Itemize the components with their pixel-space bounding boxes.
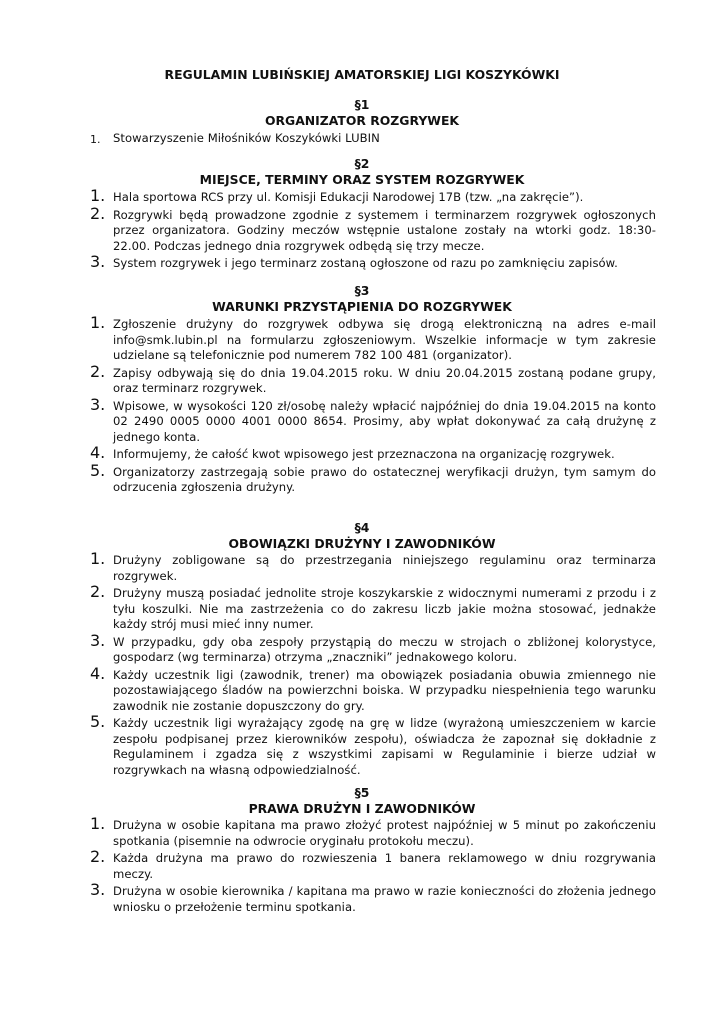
section-4-list (90, 549, 656, 780)
section-4-header (0, 520, 724, 552)
section-number: §5 (354, 785, 370, 800)
section-5-list (90, 814, 656, 917)
list-item: 4. Każdy uczestnik ligi (zawodnik, trener) ma obowiązek posiadania obuwia zmiennego nie pozostawiającego śladów na powierzchni boiska. W przypadku niespełnienia tego warunku zawodnik nie zostanie dopuszczony do gry. (90, 663, 656, 713)
list-item: 5. Każdy uczestnik ligi wyrażający zgodę na grę w lidze (wyrażoną umieszczeniem w karcie zespołu podpisanej przez kierowników zespołu), oświadcza że zapoznał się dokładnie z Regulaminem i zgadza się z wszystkimi zapisami w Regulaminie i bierze udział w rozgrywkach na własną odpowiedzialność. (90, 712, 656, 777)
list-item: 3. Drużyna w osobie kierownika / kapitana ma prawo w razie konieczności do złożenia jednego wniosku o przełożenie terminu spotkania. (90, 880, 656, 914)
list-item: 2. Zapisy odbywają się do dnia 19.04.2015 roku. W dniu 20.04.2015 zostaną podane grupy, oraz terminarz rozgrywek. (90, 361, 656, 395)
section-2-list (90, 186, 656, 274)
list-item: 3. W przypadku, gdy oba zespoły przystąpią do meczu w strojach o zbliżonej kolorystyce, gospodarz (wg terminarza) otrzyma „znaczniki” jednakowego koloru. (90, 630, 656, 664)
section-number: §4 (354, 520, 370, 535)
section-3-header (0, 283, 724, 315)
list-item: 1. Stowarzyszenie Miłośników Koszykówki LUBIN (90, 131, 380, 146)
section-2-header (0, 156, 724, 188)
list-item: 2. Każda drużyna ma prawo do rozwieszenia 1 banera reklamowego w dniu rozgrywania meczy. (90, 847, 656, 881)
section-3-list (90, 313, 656, 498)
section-number: §3 (354, 283, 370, 298)
list-item: 2. Rozgrywki będą prowadzone zgodnie z systemem i terminarzem rozgrywek ogłoszonych przez organizatora. Godziny meczów wstępnie ustalone zostały na wtorki godz. 18:30-22.00. Podczas jednego dnia rozgrywek odbędą się trzy mecze. (90, 203, 656, 253)
list-item: 1. Zgłoszenie drużyny do rozgrywek odbywa się drogą elektroniczną na adres e-mail info@smk.lubin.pl na formularzu zgłoszeniowym. Wszelkie informacje w tym zakresie udzielane są telefonicznie pod numerem 782 100 481 (organizator). (90, 313, 656, 362)
list-item: 3. System rozgrywek i jego terminarz zostaną ogłoszone od razu po zamknięciu zapisów. (90, 252, 618, 271)
section-heading: PRAWA DRUŻYN I ZAWODNIKÓW (248, 801, 476, 816)
section-1-header (0, 97, 724, 129)
document-title: REGULAMIN LUBIŃSKIEJ AMATORSKIEJ LIGI KOSZYKÓWKI (164, 67, 560, 82)
list-item: 5. Organizatorzy zastrzegają sobie prawo do ostatecznej weryfikacji drużyn, tym samym do odrzucenia zgłoszenia drużyny. (90, 460, 656, 494)
section-heading: MIEJSCE, TERMINY ORAZ SYSTEM ROZGRYWEK (199, 172, 525, 187)
section-heading: ORGANIZATOR ROZGRYWEK (264, 113, 460, 128)
section-number: §1 (354, 97, 370, 112)
list-item: 1. Drużyny zobligowane są do przestrzegania niniejszego regulaminu oraz terminarza rozgrywek. (90, 549, 656, 583)
section-heading: WARUNKI PRZYSTĄPIENIA DO ROZGRYWEK (212, 299, 512, 314)
list-item: 4. Informujemy, że całość kwot wpisowego jest przeznaczona na organizację rozgrywek. (90, 443, 615, 462)
section-number: §2 (354, 156, 370, 171)
section-1-list (90, 131, 656, 149)
list-item: 2. Drużyny muszą posiadać jednolite stroje koszykarskie z widocznymi numerami z przodu i z tyłu koszulki. Nie ma zastrzeżenia co do zakresu liczb jakie można stosować, jednakże każdy strój musi mieć inny numer. (90, 582, 656, 631)
list-item: 1. Hala sportowa RCS przy ul. Komisji Edukacji Narodowej 17B (tzw. „na zakręcie”). (90, 186, 584, 205)
list-item: 3. Wpisowe, w wysokości 120 zł/osobę należy wpłacić najpóźniej do dnia 19.04.2015 na konto 02 2490 0005 0000 4001 0000 8654. Prosimy, aby wpłat dokonywać za całą drużynę z jednego konta. (90, 394, 656, 444)
section-heading: OBOWIĄZKI DRUŻYNY I ZAWODNIKÓW (228, 536, 496, 551)
list-item: 1. Drużyna w osobie kapitana ma prawo złożyć protest najpóźniej w 5 minut po zakończeniu spotkania (pisemnie na odwrocie oryginału protokołu meczu). (90, 814, 656, 848)
section-5-header (0, 785, 724, 817)
